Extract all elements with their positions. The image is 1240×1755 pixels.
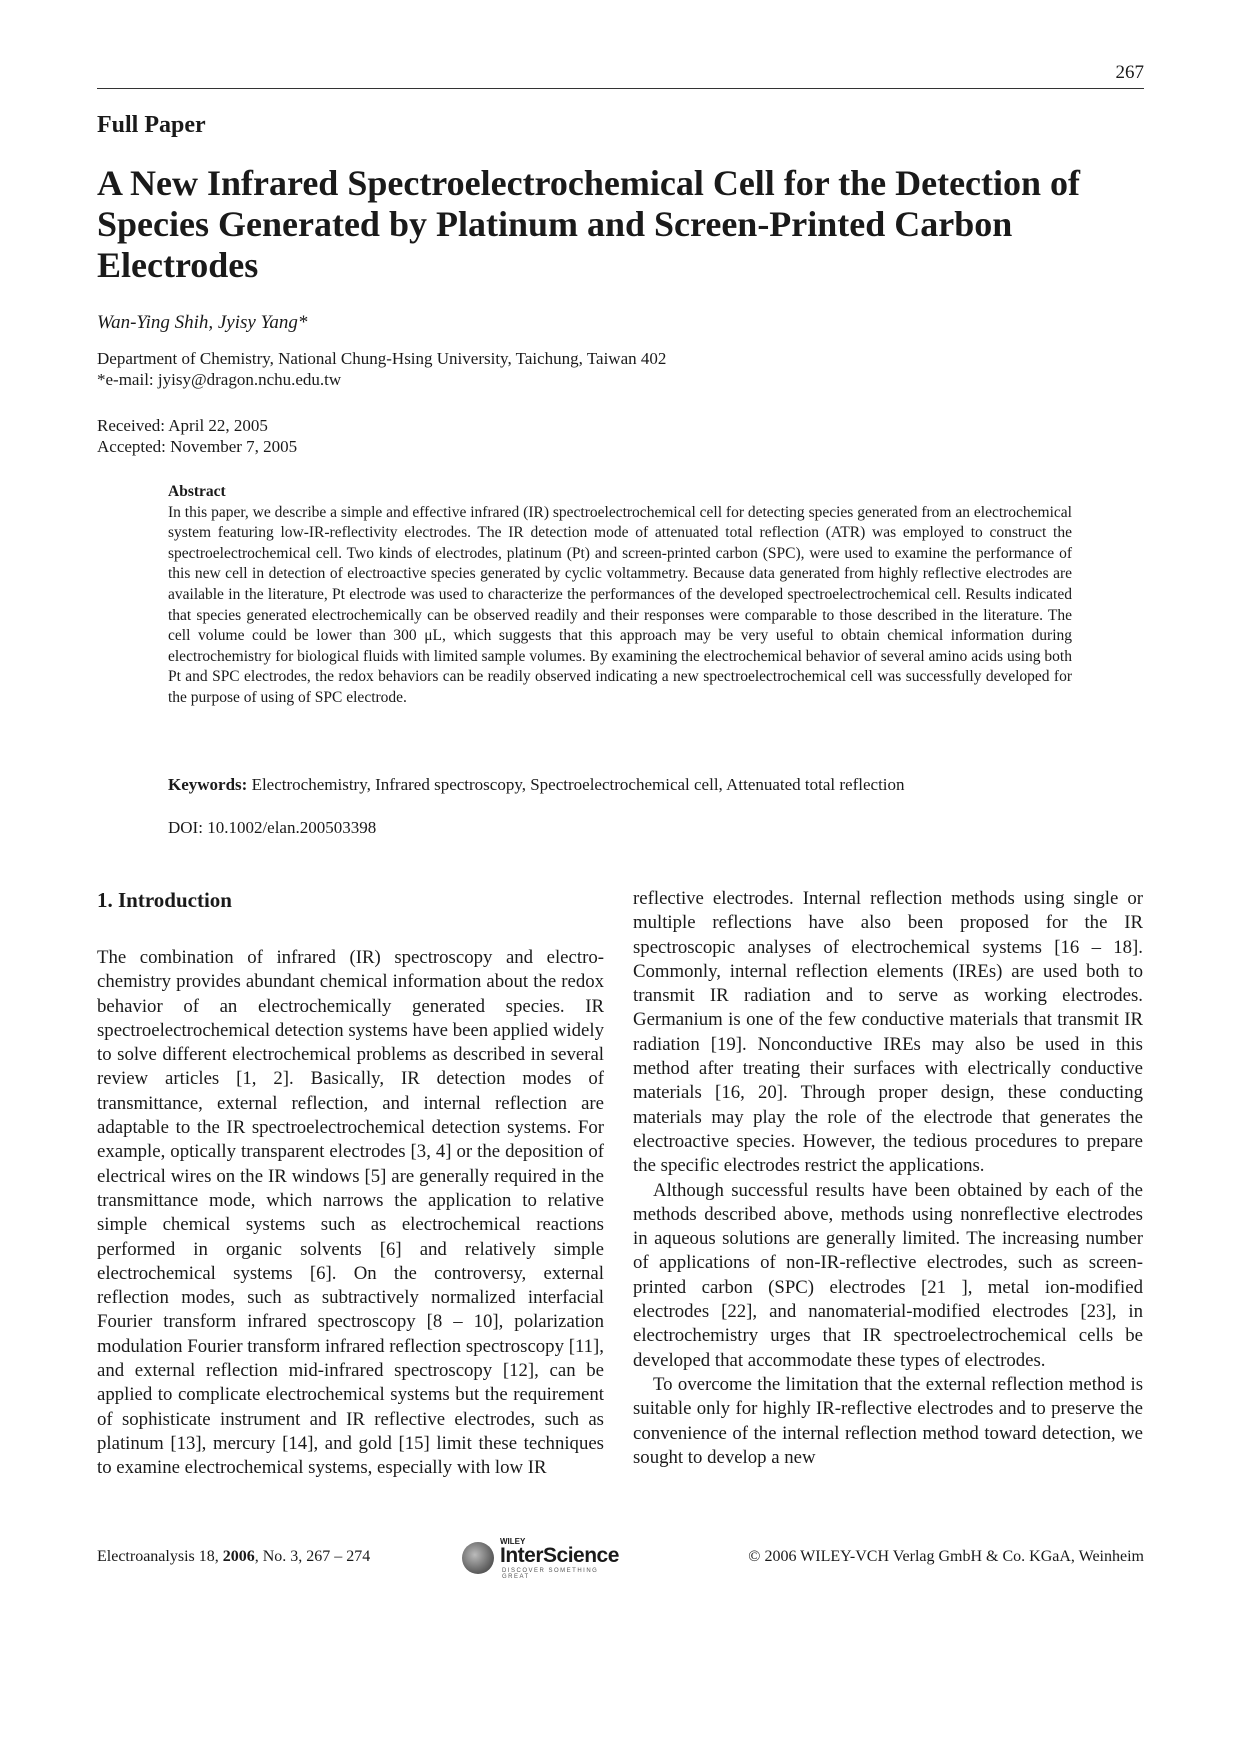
dates-block xyxy=(97,415,297,457)
accepted-date: Accepted: November 7, 2005 xyxy=(97,437,298,456)
right-column xyxy=(633,887,1143,1470)
header-rule xyxy=(97,88,1144,89)
page-number: 267 xyxy=(1115,62,1144,83)
journal-issue: , No. 3, 267 – 274 xyxy=(254,1548,371,1565)
journal-year: 2006 xyxy=(222,1548,255,1565)
keywords-list: Electrochemistry, Infrared spectroscopy, Spectroelectrochemical cell, Attenuated total reflection xyxy=(247,775,905,794)
paper-title: A New Infrared Spectroelectrochemical Cell for the Detection of Species Generated by Platinum and Screen-Printed Carbon Electrodes xyxy=(97,163,1081,285)
logo-wordmark: InterScience xyxy=(500,1544,619,1567)
logo-wiley-text: WILEY xyxy=(500,1537,526,1546)
keywords-label: Keywords: xyxy=(168,775,248,794)
paragraph: reflective electrodes. Internal reflection methods using single or multiple reflections have also been proposed for the IR spectroscopic analyses of electrochemical systems [16 – 18]. Commonly, internal reflection elements (IREs) are used both to transmit IR radiation and to serve as working electrodes. Germanium is one of the few conductive materials that transmit IR radiation [19]. Nonconductive IREs may also be used in this method after treating their surfaces with electrically conductive materials [16, 20]. Through proper design, these conducting materials may play the role of the electrode that generates the electroactive species. However, the tedious procedures to prepare the specific electrodes restrict the applications. xyxy=(633,888,1143,1177)
copyright: © 2006 WILEY-VCH Verlag GmbH & Co. KGaA, Weinheim xyxy=(748,1548,1144,1565)
affiliation-block xyxy=(97,348,666,390)
section-label: Full Paper xyxy=(97,112,206,138)
abstract-text: In this paper, we describe a simple and effective infrared (IR) spectroelectrochemical cell for detecting species generated from an electrochemical system featuring low-IR-reflectivity electrodes. The IR detection mode of attenuated total reflection (ATR) was employed to construct the spectroelectrochemical cell. Two kinds of electrodes, platinum (Pt) and screen-printed carbon (SPC), were used to examine the performance of this new cell in detection of electroactive species generated by cyclic voltammetry. Because data generated from highly reflective electrodes are available in the literature, Pt electrode was used to characterize the performances of the developed spectroelectrochemical cell. Results indicated that species generated electrochemically can be observed readily and their responses were comparable to those described in the literature. The cell volume could be lower than 300 μL, which suggests that this approach may be very useful to obtain chemical information during electrochemistry for biological fluids with limited sample volumes. By examining the electrochemical behavior of several amino acids using both Pt and SPC electrodes, the redox behaviors can be readily observed indicating a new spectroelectrochemical cell was successfully developed for the purpose of using of SPC electrode. xyxy=(168,503,1072,706)
globe-icon xyxy=(462,1542,494,1574)
abstract xyxy=(168,482,1072,709)
authors: Wan-Ying Shih, Jyisy Yang* xyxy=(97,312,308,333)
affiliation: Department of Chemistry, National Chung-Hsing University, Taichung, Taiwan 402 xyxy=(97,349,667,368)
paragraph: The combination of infrared (IR) spectroscopy and electrochemistry provides abundant chemical information about the redox behavior of an electrochemically generated species. IR spectroelectrochemical detection systems have been applied widely to solve different electrochemical problems as described in several review articles [1, 2]. Basically, IR detection modes of transmittance, external reflection, and internal reflection are adaptable to the IR spectroelectrochemical detection systems. For example, optically transparent electrodes [3, 4] or the deposition of electrical wires on the IR windows [5] are generally required in the transmittance mode, which narrows the application to relative simple chemical systems such as electrochemical reactions performed in organic solvents [6] and relatively simple electrochemical systems [6]. On the controversy, external reflection modes, such as subtractively normalized interfacial Fourier transform infrared spectroscopy [8 – 10], polarization modulation Fourier transform infrared reflection spectroscopy [11], and external reflection mid-infrared spectroscopy [12], can be applied to complicate electrochemical systems but the requirement of sophisticate instrument and IR reflective electrodes, such as platinum [13], mercury [14], and gold [15] limit these techniques to examine electrochemical systems, especially with low IR xyxy=(97,947,604,1479)
paragraph: Although successful results have been obtained by each of the methods described above, methods using nonreflective electrodes in aqueous solutions are generally limited. The increasing number of applications of non-IR-reflective electrodes, such as screen-printed carbon (SPC) electrodes [21 ], metal ion-modified electrodes [22], and nanomaterial-modified electrodes [23], in electrochemistry urges that IR spectroelectrochemical cells be developed that accommodate these types of electrodes. xyxy=(633,1179,1143,1371)
paragraph: To overcome the limitation that the external reflection method is suitable only for highly IR-reflective electrodes and to preserve the convenience of the internal reflection method toward detection, we sought to develop a new xyxy=(633,1373,1143,1468)
left-column xyxy=(97,946,604,1481)
keywords xyxy=(168,775,1072,795)
journal-citation xyxy=(97,1548,370,1566)
logo-tagline: DISCOVER SOMETHING GREAT xyxy=(502,1568,599,1580)
introduction-heading: 1. Introduction xyxy=(97,888,232,912)
email: *e-mail: jyisy@dragon.nchu.edu.tw xyxy=(97,370,342,389)
journal-name: Electroanalysis 18, xyxy=(97,1548,223,1565)
doi: DOI: 10.1002/elan.200503398 xyxy=(168,818,377,837)
abstract-heading: Abstract xyxy=(168,483,226,500)
interscience-logo xyxy=(462,1537,627,1580)
received-date: Received: April 22, 2005 xyxy=(97,416,268,435)
